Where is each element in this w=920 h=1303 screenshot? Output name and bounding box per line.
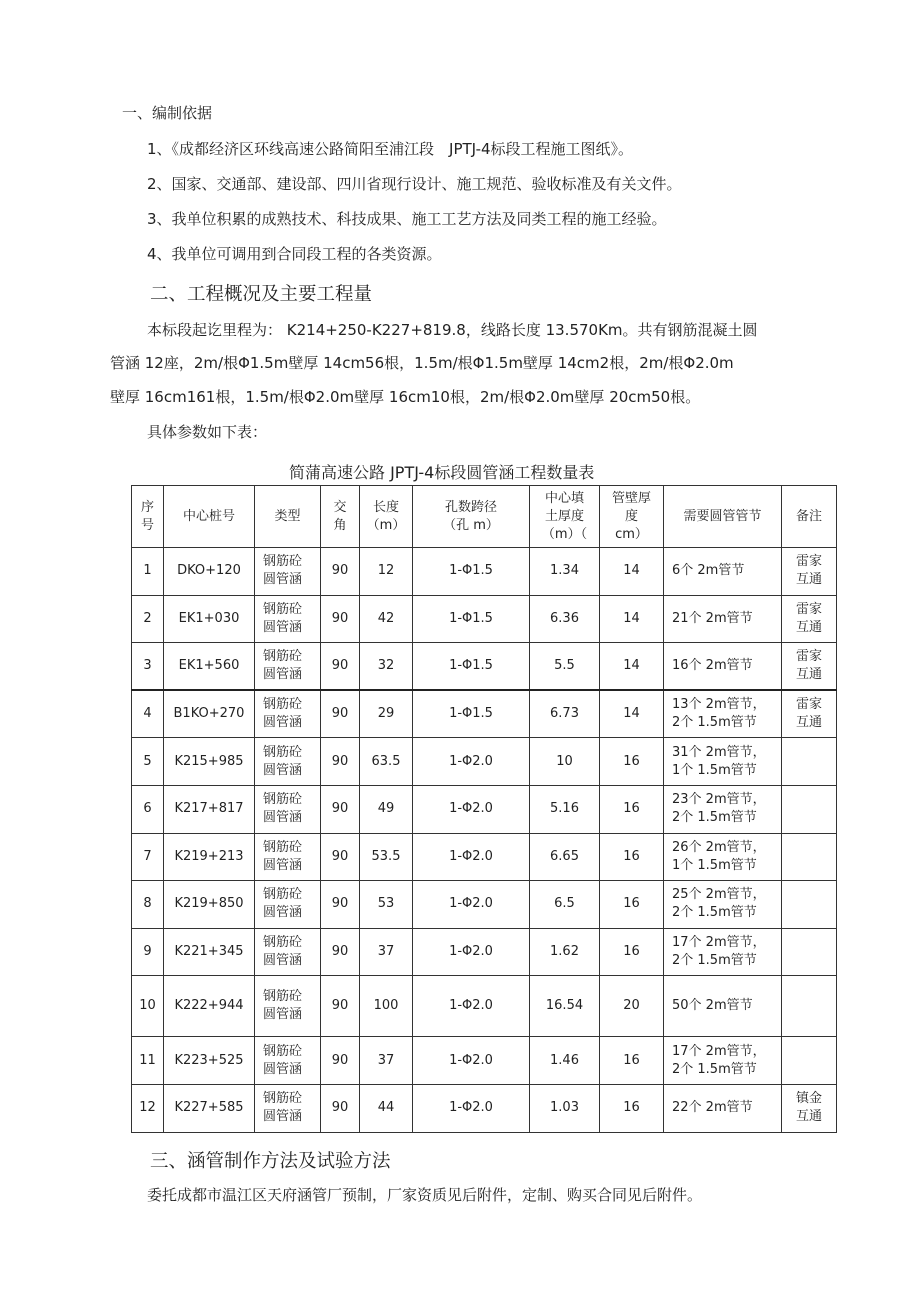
- cell-fill: 6.65: [530, 833, 600, 881]
- cell-angle: 90: [321, 643, 360, 691]
- cell-angle: 90: [321, 1037, 360, 1085]
- overview-line-1: 本标段起讫里程为： K214+250-K227+819.8，线路长度 13.570Km。共有钢筋混凝土圆: [147, 321, 758, 339]
- cell-type: 钢筋砼 圆管涵: [255, 976, 321, 1037]
- header-length: 长度 （m）: [360, 486, 413, 548]
- cell-length: 63.5: [360, 738, 413, 786]
- cell-remark: [782, 1037, 837, 1085]
- cell-remark: [782, 928, 837, 976]
- table-row: [132, 833, 837, 881]
- table-row: [132, 976, 837, 1037]
- cell-angle: 90: [321, 690, 360, 738]
- cell-length: 37: [360, 928, 413, 976]
- table-title: 简蒲高速公路 JPTJ-4标段圆管涵工程数量表: [289, 463, 595, 482]
- cell-seq: 5: [132, 738, 164, 786]
- cell-type: 钢筋砼 圆管涵: [255, 643, 321, 691]
- cell-remark: [782, 785, 837, 833]
- table-row: [132, 690, 837, 738]
- cell-remark: 雷家 互通: [782, 595, 837, 643]
- cell-spans: 1-Φ2.0: [413, 881, 530, 929]
- table-intro: 具体参数如下表：: [147, 423, 268, 441]
- cell-type: 钢筋砼 圆管涵: [255, 690, 321, 738]
- basis-item-1: 1、《成都经济区环线高速公路简阳至浦江段 JPTJ-4标段工程施工图纸》。: [147, 140, 634, 158]
- cell-sections: 17个 2m管节， 2个 1.5m管节: [664, 1037, 782, 1085]
- cell-sections: 25个 2m管节， 2个 1.5m管节: [664, 881, 782, 929]
- cell-spans: 1-Φ2.0: [413, 785, 530, 833]
- cell-remark: 雷家 互通: [782, 643, 837, 691]
- basis-item-3: 3、我单位积累的成熟技术、科技成果、施工工艺方法及同类工程的施工经验。: [147, 210, 667, 228]
- cell-angle: 90: [321, 785, 360, 833]
- cell-seq: 11: [132, 1037, 164, 1085]
- header-station: 中心桩号: [164, 486, 255, 548]
- cell-station: K215+985: [164, 738, 255, 786]
- cell-type: 钢筋砼 圆管涵: [255, 785, 321, 833]
- cell-sections: 22个 2m管节: [664, 1084, 782, 1132]
- header-wall: 管壁厚 度 cm）: [600, 486, 664, 548]
- cell-fill: 5.5: [530, 643, 600, 691]
- cell-spans: 1-Φ1.5: [413, 595, 530, 643]
- cell-wall: 16: [600, 1084, 664, 1132]
- cell-length: 29: [360, 690, 413, 738]
- table-row: [132, 1037, 837, 1085]
- cell-remark: 雷家 互通: [782, 690, 837, 738]
- cell-sections: 16个 2m管节: [664, 643, 782, 691]
- cell-station: K222+944: [164, 976, 255, 1037]
- header-seq: 序 号: [132, 486, 164, 548]
- cell-angle: 90: [321, 548, 360, 596]
- cell-wall: 14: [600, 690, 664, 738]
- cell-spans: 1-Φ1.5: [413, 690, 530, 738]
- cell-fill: 6.36: [530, 595, 600, 643]
- cell-angle: 90: [321, 1084, 360, 1132]
- table-row: [132, 785, 837, 833]
- cell-sections: 26个 2m管节， 1个 1.5m管节: [664, 833, 782, 881]
- cell-angle: 90: [321, 976, 360, 1037]
- cell-angle: 90: [321, 738, 360, 786]
- cell-sections: 21个 2m管节: [664, 595, 782, 643]
- table-row: [132, 595, 837, 643]
- cell-seq: 10: [132, 976, 164, 1037]
- cell-wall: 16: [600, 833, 664, 881]
- overview-line-3: 壁厚 16cm161根，1.5m/根Φ2.0m壁厚 16cm10根，2m/根Φ2.0m壁厚 20cm50根。: [110, 388, 701, 406]
- cell-seq: 7: [132, 833, 164, 881]
- table-row: [132, 928, 837, 976]
- basis-item-2: 2、国家、交通部、建设部、四川省现行设计、施工规范、验收标准及有关文件。: [147, 175, 682, 193]
- cell-station: K221+345: [164, 928, 255, 976]
- cell-remark: 镇金 互通: [782, 1084, 837, 1132]
- cell-length: 53: [360, 881, 413, 929]
- table-row: [132, 548, 837, 596]
- cell-fill: 1.03: [530, 1084, 600, 1132]
- cell-length: 42: [360, 595, 413, 643]
- basis-item-4: 4、我单位可调用到合同段工程的各类资源。: [147, 245, 442, 263]
- cell-seq: 1: [132, 548, 164, 596]
- cell-sections: 23个 2m管节， 2个 1.5m管节: [664, 785, 782, 833]
- cell-station: EK1+030: [164, 595, 255, 643]
- cell-station: K217+817: [164, 785, 255, 833]
- cell-remark: [782, 833, 837, 881]
- cell-spans: 1-Φ1.5: [413, 548, 530, 596]
- cell-length: 37: [360, 1037, 413, 1085]
- cell-station: K227+585: [164, 1084, 255, 1132]
- cell-wall: 16: [600, 738, 664, 786]
- cell-angle: 90: [321, 595, 360, 643]
- cell-remark: [782, 881, 837, 929]
- cell-length: 32: [360, 643, 413, 691]
- cell-station: K219+850: [164, 881, 255, 929]
- cell-type: 钢筋砼 圆管涵: [255, 738, 321, 786]
- cell-seq: 4: [132, 690, 164, 738]
- cell-type: 钢筋砼 圆管涵: [255, 881, 321, 929]
- cell-type: 钢筋砼 圆管涵: [255, 595, 321, 643]
- cell-sections: 13个 2m管节， 2个 1.5m管节: [664, 690, 782, 738]
- cell-seq: 3: [132, 643, 164, 691]
- header-type: 类型: [255, 486, 321, 548]
- cell-fill: 1.34: [530, 548, 600, 596]
- cell-angle: 90: [321, 833, 360, 881]
- section3-heading: 三、涵管制作方法及试验方法: [150, 1151, 391, 1172]
- table-header-row: [132, 486, 837, 548]
- section2-heading: 二、工程概况及主要工程量: [150, 284, 373, 305]
- cell-sections: 6个 2m管节: [664, 548, 782, 596]
- header-fill: 中心填 土厚度 （m）（: [530, 486, 600, 548]
- cell-wall: 14: [600, 643, 664, 691]
- cell-length: 100: [360, 976, 413, 1037]
- table-row: [132, 1084, 837, 1132]
- cell-sections: 17个 2m管节， 2个 1.5m管节: [664, 928, 782, 976]
- cell-spans: 1-Φ2.0: [413, 928, 530, 976]
- cell-remark: 雷家 互通: [782, 548, 837, 596]
- cell-seq: 9: [132, 928, 164, 976]
- cell-wall: 20: [600, 976, 664, 1037]
- section3-paragraph: 委托成都市温江区天府涵管厂预制，厂家资质见后附件，定制、购买合同见后附件。: [147, 1186, 703, 1204]
- cell-wall: 14: [600, 548, 664, 596]
- cell-type: 钢筋砼 圆管涵: [255, 1084, 321, 1132]
- cell-spans: 1-Φ1.5: [413, 643, 530, 691]
- cell-fill: 10: [530, 738, 600, 786]
- cell-seq: 2: [132, 595, 164, 643]
- cell-type: 钢筋砼 圆管涵: [255, 548, 321, 596]
- cell-angle: 90: [321, 928, 360, 976]
- cell-seq: 6: [132, 785, 164, 833]
- table-row: [132, 643, 837, 691]
- table-row: [132, 881, 837, 929]
- cell-type: 钢筋砼 圆管涵: [255, 833, 321, 881]
- overview-line-2: 管涵 12座，2m/根Φ1.5m壁厚 14cm56根，1.5m/根Φ1.5m壁厚 14cm2根，2m/根Φ2.0m: [110, 354, 734, 372]
- cell-station: EK1+560: [164, 643, 255, 691]
- cell-spans: 1-Φ2.0: [413, 1084, 530, 1132]
- cell-seq: 8: [132, 881, 164, 929]
- cell-remark: [782, 976, 837, 1037]
- cell-fill: 6.73: [530, 690, 600, 738]
- cell-seq: 12: [132, 1084, 164, 1132]
- header-sections: 需要圆管管节: [664, 486, 782, 548]
- cell-fill: 6.5: [530, 881, 600, 929]
- cell-wall: 16: [600, 1037, 664, 1085]
- cell-fill: 5.16: [530, 785, 600, 833]
- cell-wall: 14: [600, 595, 664, 643]
- header-angle: 交 角: [321, 486, 360, 548]
- header-remark: 备注: [782, 486, 837, 548]
- cell-wall: 16: [600, 785, 664, 833]
- cell-station: K223+525: [164, 1037, 255, 1085]
- cell-fill: 1.46: [530, 1037, 600, 1085]
- cell-type: 钢筋砼 圆管涵: [255, 928, 321, 976]
- table-row: [132, 738, 837, 786]
- cell-sections: 50个 2m管节: [664, 976, 782, 1037]
- cell-fill: 16.54: [530, 976, 600, 1037]
- cell-sections: 31个 2m管节， 1个 1.5m管节: [664, 738, 782, 786]
- cell-station: K219+213: [164, 833, 255, 881]
- cell-spans: 1-Φ2.0: [413, 833, 530, 881]
- cell-spans: 1-Φ2.0: [413, 976, 530, 1037]
- cell-station: B1KO+270: [164, 690, 255, 738]
- cell-fill: 1.62: [530, 928, 600, 976]
- cell-length: 49: [360, 785, 413, 833]
- cell-wall: 16: [600, 881, 664, 929]
- cell-spans: 1-Φ2.0: [413, 738, 530, 786]
- culvert-quantity-table: [131, 485, 837, 1133]
- cell-length: 44: [360, 1084, 413, 1132]
- cell-type: 钢筋砼 圆管涵: [255, 1037, 321, 1085]
- cell-length: 53.5: [360, 833, 413, 881]
- cell-remark: [782, 738, 837, 786]
- header-spans: 孔数跨径 （孔 m）: [413, 486, 530, 548]
- cell-wall: 16: [600, 928, 664, 976]
- cell-angle: 90: [321, 881, 360, 929]
- section1-heading: 一、编制依据: [122, 104, 213, 122]
- cell-spans: 1-Φ2.0: [413, 1037, 530, 1085]
- cell-length: 12: [360, 548, 413, 596]
- cell-station: DKO+120: [164, 548, 255, 596]
